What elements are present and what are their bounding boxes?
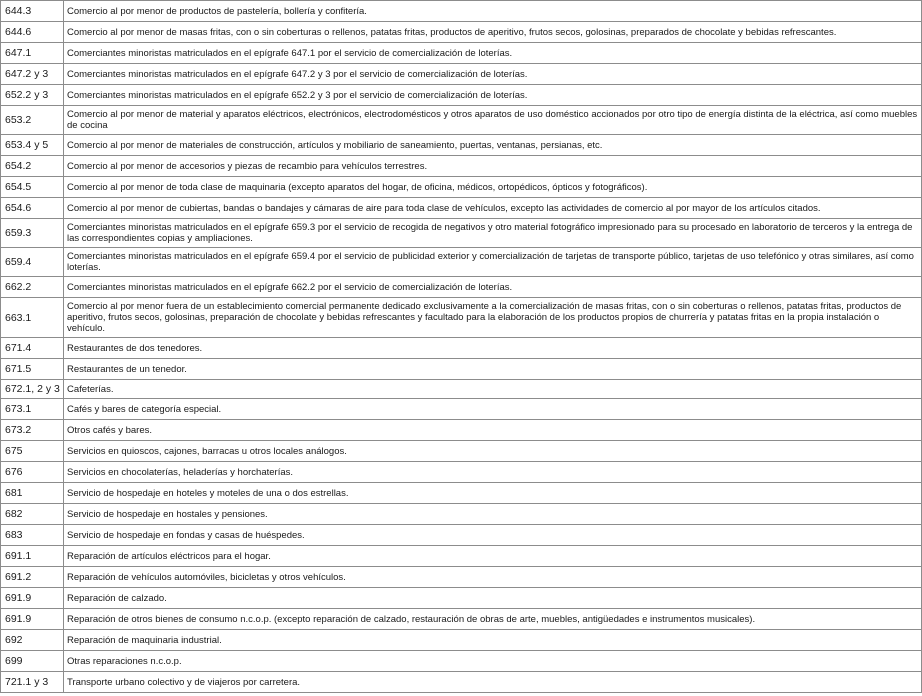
table-row bbox=[1, 106, 922, 135]
epigrafe-description: Transporte urbano colectivo y de viajeros por carretera. bbox=[64, 672, 922, 693]
table-row bbox=[1, 483, 922, 504]
epigrafe-description: Comerciantes minoristas matriculados en el epígrafe 659.3 por el servicio de recogida de negativos y otro material fotográfico impresionado para su procesado en laboratorio de terceros y la entrega de las correspondientes copias y ampliaciones. bbox=[64, 219, 922, 248]
epigrafe-code: 721.1 y 3 bbox=[1, 672, 64, 693]
epigrafe-code: 662.2 bbox=[1, 277, 64, 298]
epigrafe-description: Comercio al por menor de cubiertas, bandas o bandajes y cámaras de aire para toda clase de vehículos, excepto las actividades de comercio al por mayor de los artículos citados. bbox=[64, 198, 922, 219]
epigrafe-description: Servicio de hospedaje en fondas y casas de huéspedes. bbox=[64, 525, 922, 546]
table-row bbox=[1, 609, 922, 630]
epigrafe-description: Reparación de artículos eléctricos para el hogar. bbox=[64, 546, 922, 567]
table-row bbox=[1, 156, 922, 177]
table-row bbox=[1, 441, 922, 462]
epigrafe-description: Servicios en quioscos, cajones, barracas u otros locales análogos. bbox=[64, 441, 922, 462]
epigrafe-code: 671.5 bbox=[1, 359, 64, 380]
table-row bbox=[1, 64, 922, 85]
epigrafes-table-body bbox=[1, 1, 922, 693]
table-row bbox=[1, 546, 922, 567]
epigrafe-code: 653.4 y 5 bbox=[1, 135, 64, 156]
epigrafe-description: Otros cafés y bares. bbox=[64, 420, 922, 441]
epigrafe-code: 683 bbox=[1, 525, 64, 546]
epigrafe-description: Servicios en chocolaterías, heladerías y horchaterías. bbox=[64, 462, 922, 483]
table-row bbox=[1, 338, 922, 359]
epigrafe-description: Reparación de maquinaria industrial. bbox=[64, 630, 922, 651]
epigrafe-description: Comercio al por menor de accesorios y piezas de recambio para vehículos terrestres. bbox=[64, 156, 922, 177]
table-row bbox=[1, 567, 922, 588]
epigrafe-code: 692 bbox=[1, 630, 64, 651]
table-row bbox=[1, 248, 922, 277]
table-row bbox=[1, 298, 922, 338]
epigrafe-code: 681 bbox=[1, 483, 64, 504]
epigrafe-description: Servicio de hospedaje en hoteles y moteles de una o dos estrellas. bbox=[64, 483, 922, 504]
epigrafe-code: 691.9 bbox=[1, 588, 64, 609]
epigrafe-description: Comercio al por menor fuera de un establecimiento comercial permanente dedicado exclusivamente a la comercialización de masas fritas, con o sin coberturas o rellenos, patatas fritas, productos de aperitivo, frutos secos, golosinas, preparación de chocolate y bebidas refrescantes y facultado para la elaboración de los productos propios de churrería y patatas fritas en la propia instalación o vehículo. bbox=[64, 298, 922, 338]
table-row bbox=[1, 420, 922, 441]
table-row bbox=[1, 399, 922, 420]
table-row bbox=[1, 359, 922, 380]
table-row bbox=[1, 588, 922, 609]
epigrafe-code: 654.6 bbox=[1, 198, 64, 219]
epigrafe-code: 663.1 bbox=[1, 298, 64, 338]
epigrafe-code: 654.5 bbox=[1, 177, 64, 198]
epigrafe-description: Restaurantes de dos tenedores. bbox=[64, 338, 922, 359]
table-row bbox=[1, 177, 922, 198]
table-row bbox=[1, 525, 922, 546]
epigrafe-description: Comercio al por menor de toda clase de maquinaria (excepto aparatos del hogar, de oficina, médicos, ortopédicos, ópticos y fotográficos). bbox=[64, 177, 922, 198]
table-row bbox=[1, 219, 922, 248]
epigrafe-code: 675 bbox=[1, 441, 64, 462]
table-row bbox=[1, 22, 922, 43]
epigrafe-code: 659.4 bbox=[1, 248, 64, 277]
epigrafe-code: 672.1, 2 y 3 bbox=[1, 380, 64, 399]
epigrafe-code: 647.2 y 3 bbox=[1, 64, 64, 85]
epigrafe-description: Otras reparaciones n.c.o.p. bbox=[64, 651, 922, 672]
table-row bbox=[1, 380, 922, 399]
epigrafe-code: 659.3 bbox=[1, 219, 64, 248]
table-row bbox=[1, 277, 922, 298]
table-row bbox=[1, 43, 922, 64]
table-row bbox=[1, 651, 922, 672]
epigrafe-description: Comercio al por menor de material y aparatos eléctricos, electrónicos, electrodomésticos y otros aparatos de uso doméstico accionados por otro tipo de energía distinta de la eléctrica, así como muebles de cocina bbox=[64, 106, 922, 135]
epigrafe-code: 691.1 bbox=[1, 546, 64, 567]
epigrafe-code: 699 bbox=[1, 651, 64, 672]
epigrafe-description: Reparación de vehículos automóviles, bicicletas y otros vehículos. bbox=[64, 567, 922, 588]
epigrafe-description: Cafeterías. bbox=[64, 380, 922, 399]
epigrafe-code: 644.6 bbox=[1, 22, 64, 43]
epigrafe-description: Servicio de hospedaje en hostales y pensiones. bbox=[64, 504, 922, 525]
table-row bbox=[1, 85, 922, 106]
epigrafe-description: Comerciantes minoristas matriculados en el epígrafe 647.2 y 3 por el servicio de comercialización de loterías. bbox=[64, 64, 922, 85]
epigrafe-code: 671.4 bbox=[1, 338, 64, 359]
epigrafe-code: 676 bbox=[1, 462, 64, 483]
epigrafe-description: Comerciantes minoristas matriculados en el epígrafe 662.2 por el servicio de comercialización de loterías. bbox=[64, 277, 922, 298]
epigrafe-code: 644.3 bbox=[1, 1, 64, 22]
epigrafe-description: Cafés y bares de categoría especial. bbox=[64, 399, 922, 420]
table-row bbox=[1, 135, 922, 156]
table-row bbox=[1, 198, 922, 219]
epigrafe-description: Comerciantes minoristas matriculados en el epígrafe 652.2 y 3 por el servicio de comercialización de loterías. bbox=[64, 85, 922, 106]
epigrafe-description: Comercio al por menor de productos de pastelería, bollería y confitería. bbox=[64, 1, 922, 22]
epigrafe-description: Comerciantes minoristas matriculados en el epígrafe 659.4 por el servicio de publicidad exterior y comercialización de tarjetas de transporte público, tarjetas de uso telefónico y otras similares, así como loterías. bbox=[64, 248, 922, 277]
table-row bbox=[1, 672, 922, 693]
epigrafe-code: 673.1 bbox=[1, 399, 64, 420]
epigrafe-code: 653.2 bbox=[1, 106, 64, 135]
table-row bbox=[1, 630, 922, 651]
table-row bbox=[1, 1, 922, 22]
epigrafe-code: 654.2 bbox=[1, 156, 64, 177]
table-row bbox=[1, 504, 922, 525]
epigrafe-code: 673.2 bbox=[1, 420, 64, 441]
epigrafe-description: Reparación de otros bienes de consumo n.c.o.p. (excepto reparación de calzado, restauración de obras de arte, muebles, antigüedades e instrumentos musicales). bbox=[64, 609, 922, 630]
epigrafe-description: Comercio al por menor de masas fritas, con o sin coberturas o rellenos, patatas fritas, productos de aperitivo, frutos secos, golosinas, preparados de chocolate y bebidas refrescantes. bbox=[64, 22, 922, 43]
epigrafe-code: 682 bbox=[1, 504, 64, 525]
epigrafe-description: Reparación de calzado. bbox=[64, 588, 922, 609]
epigrafe-description: Comercio al por menor de materiales de construcción, artículos y mobiliario de saneamiento, puertas, ventanas, persianas, etc. bbox=[64, 135, 922, 156]
epigrafe-code: 691.9 bbox=[1, 609, 64, 630]
table-row bbox=[1, 462, 922, 483]
epigrafe-code: 652.2 y 3 bbox=[1, 85, 64, 106]
epigrafe-description: Restaurantes de un tenedor. bbox=[64, 359, 922, 380]
epigrafe-description: Comerciantes minoristas matriculados en el epígrafe 647.1 por el servicio de comercialización de loterías. bbox=[64, 43, 922, 64]
epigrafe-code: 691.2 bbox=[1, 567, 64, 588]
epigrafe-code: 647.1 bbox=[1, 43, 64, 64]
